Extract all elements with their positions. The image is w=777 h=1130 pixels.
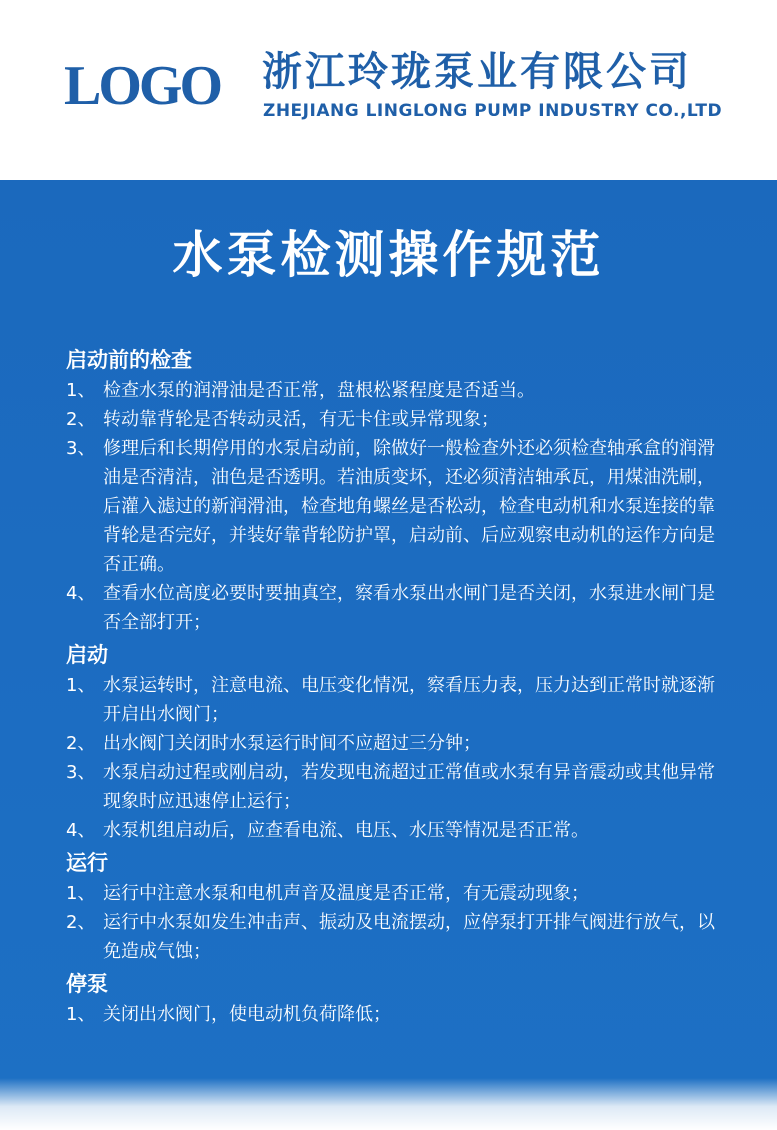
item-number: 2、: [66, 912, 96, 933]
list-item: [66, 816, 726, 845]
item-text: 查看水位高度必要时要抽真空，察看水泵出水闸门是否关闭，水泵进水闸门是否全部打开；: [103, 583, 715, 633]
logo: LOGO: [64, 55, 221, 117]
item-number: 1、: [66, 1004, 96, 1025]
item-number: 2、: [66, 409, 96, 430]
item-text: 水泵运转时，注意电流、电压变化情况，察看压力表，压力达到正常时就逐渐开启出水阀门；: [103, 675, 715, 725]
rules-content: [66, 342, 726, 1029]
list-item: [66, 579, 726, 637]
item-text: 运行中注意水泵和电机声音及温度是否正常，有无震动现象；: [103, 883, 589, 904]
list-item: [66, 729, 726, 758]
item-text: 水泵启动过程或刚启动，若发现电流超过正常值或水泵有异音震动或其他异常现象时应迅速停止运行；: [103, 762, 715, 812]
section-start: [66, 639, 726, 845]
list-item: [66, 908, 726, 966]
section-pre-start-check: [66, 344, 726, 637]
section-running: [66, 847, 726, 966]
item-text: 转动靠背轮是否转动灵活，有无卡住或异常现象；: [103, 409, 499, 430]
list-item: [66, 405, 726, 434]
list-item: [66, 376, 726, 405]
page-title: 水泵检测操作规范: [172, 226, 605, 284]
company-name-en: ZHEJIANG LINGLONG PUMP INDUSTRY CO.,LTD: [263, 101, 723, 121]
item-text: 关闭出水阀门，使电动机负荷降低；: [103, 1004, 391, 1025]
item-number: 1、: [66, 380, 96, 401]
item-number: 3、: [66, 438, 96, 459]
header-band: [0, 0, 777, 180]
bottom-fade: [0, 1078, 777, 1130]
section-heading: 停泵: [66, 972, 108, 996]
item-number: 4、: [66, 820, 96, 841]
list-item: [66, 758, 726, 816]
company-name-cn: 浙江玲珑泵业有限公司: [262, 48, 692, 95]
item-text: 出水阀门关闭时水泵运行时间不应超过三分钟；: [103, 733, 481, 754]
item-number: 1、: [66, 883, 96, 904]
item-number: 3、: [66, 762, 96, 783]
item-number: 4、: [66, 583, 96, 604]
list-item: [66, 671, 726, 729]
item-number: 1、: [66, 675, 96, 696]
section-heading: 运行: [66, 851, 108, 875]
list-item: [66, 879, 726, 908]
section-heading: 启动前的检查: [66, 348, 192, 372]
list-item: [66, 434, 726, 579]
list-item: [66, 1000, 726, 1029]
item-text: 检查水泵的润滑油是否正常，盘根松紧程度是否适当。: [103, 380, 535, 401]
item-text: 水泵机组启动后，应查看电流、电压、水压等情况是否正常。: [103, 820, 589, 841]
item-text: 修理后和长期停用的水泵启动前，除做好一般检查外还必须检查轴承盒的润滑油是否清洁，油色是否透明。若油质变坏，还必须清洁轴承瓦，用煤油洗刷，后灌入滤过的新润滑油，检查地角螺丝是否松动，检查电动机和水泵连接的靠背轮是否完好，并装好靠背轮防护罩，启动前、后应观察电动机的运作方向是否正确。: [103, 438, 715, 575]
section-stop: [66, 968, 726, 1029]
item-number: 2、: [66, 733, 96, 754]
item-text: 运行中水泵如发生冲击声、振动及电流摆动，应停泵打开排气阀进行放气，以免造成气蚀；: [103, 912, 715, 962]
section-heading: 启动: [66, 643, 108, 667]
